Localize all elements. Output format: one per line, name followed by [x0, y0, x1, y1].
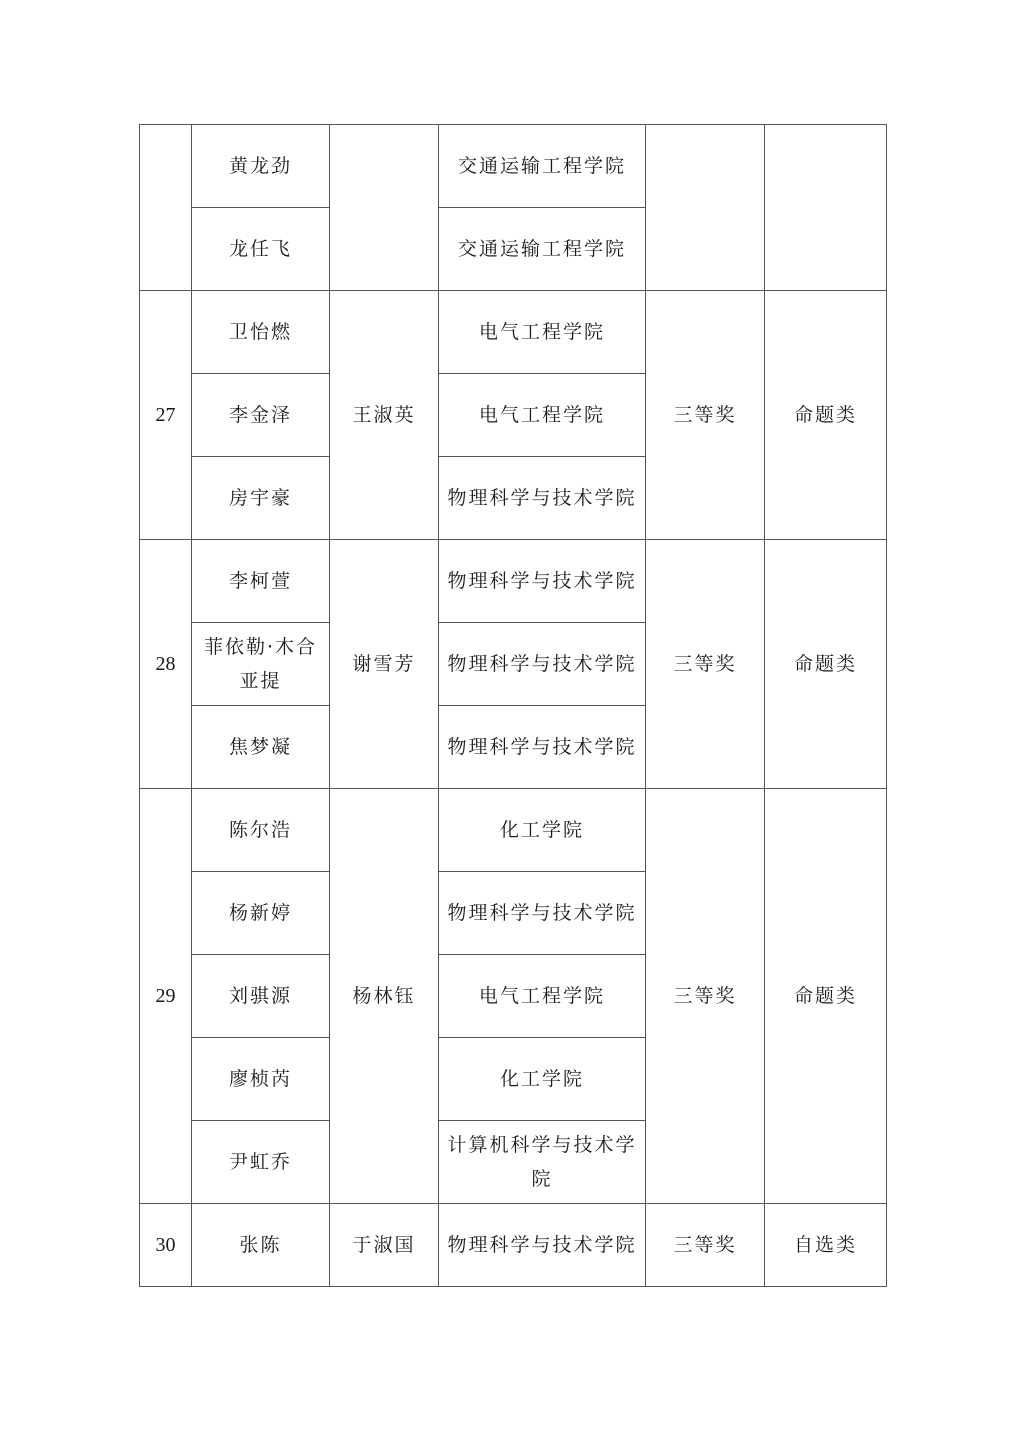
- college-cell: 电气工程学院: [439, 374, 646, 457]
- group-number-cell: 30: [140, 1204, 192, 1287]
- member-name-cell: 黄龙劲: [192, 125, 330, 208]
- college-cell: 化工学院: [439, 789, 646, 872]
- college-cell: 物理科学与技术学院: [439, 457, 646, 540]
- category-cell: 命题类: [765, 540, 887, 789]
- college-cell: 化工学院: [439, 1038, 646, 1121]
- college-cell: 计算机科学与技术学院: [439, 1121, 646, 1204]
- member-name-cell: 卫怡燃: [192, 291, 330, 374]
- table-row: [140, 540, 887, 623]
- member-name-cell: 焦梦凝: [192, 706, 330, 789]
- college-cell: 电气工程学院: [439, 291, 646, 374]
- award-cell: [646, 125, 765, 291]
- college-cell: 交通运输工程学院: [439, 208, 646, 291]
- member-name-cell: 尹虹乔: [192, 1121, 330, 1204]
- category-cell: 自选类: [765, 1204, 887, 1287]
- member-name-cell: 李柯萱: [192, 540, 330, 623]
- group-number-cell: [140, 125, 192, 291]
- member-name-cell: 菲依勒·木合亚提: [192, 623, 330, 706]
- college-cell: 物理科学与技术学院: [439, 623, 646, 706]
- member-name-cell: 刘骐源: [192, 955, 330, 1038]
- college-cell: 交通运输工程学院: [439, 125, 646, 208]
- award-cell: 三等奖: [646, 291, 765, 540]
- award-cell: 三等奖: [646, 789, 765, 1204]
- group-number-cell: 29: [140, 789, 192, 1204]
- college-cell: 物理科学与技术学院: [439, 706, 646, 789]
- table-row: [140, 291, 887, 374]
- member-name-cell: 杨新婷: [192, 872, 330, 955]
- member-name-cell: 李金泽: [192, 374, 330, 457]
- college-cell: 物理科学与技术学院: [439, 540, 646, 623]
- group-number-cell: 28: [140, 540, 192, 789]
- member-name-cell: 陈尔浩: [192, 789, 330, 872]
- table-row: [140, 789, 887, 872]
- college-cell: 电气工程学院: [439, 955, 646, 1038]
- advisor-cell: 王淑英: [330, 291, 439, 540]
- advisor-cell: 杨林钰: [330, 789, 439, 1204]
- award-cell: 三等奖: [646, 540, 765, 789]
- member-name-cell: 张陈: [192, 1204, 330, 1287]
- college-cell: 物理科学与技术学院: [439, 872, 646, 955]
- category-cell: 命题类: [765, 291, 887, 540]
- advisor-cell: 谢雪芳: [330, 540, 439, 789]
- member-name-cell: 房宇豪: [192, 457, 330, 540]
- college-cell: 物理科学与技术学院: [439, 1204, 646, 1287]
- member-name-cell: 廖桢芮: [192, 1038, 330, 1121]
- category-cell: [765, 125, 887, 291]
- award-cell: 三等奖: [646, 1204, 765, 1287]
- advisor-cell: [330, 125, 439, 291]
- table-row: [140, 1204, 887, 1287]
- awards-table: [139, 124, 887, 1287]
- category-cell: 命题类: [765, 789, 887, 1204]
- group-number-cell: 27: [140, 291, 192, 540]
- member-name-cell: 龙任飞: [192, 208, 330, 291]
- advisor-cell: 于淑国: [330, 1204, 439, 1287]
- table-row: [140, 125, 887, 208]
